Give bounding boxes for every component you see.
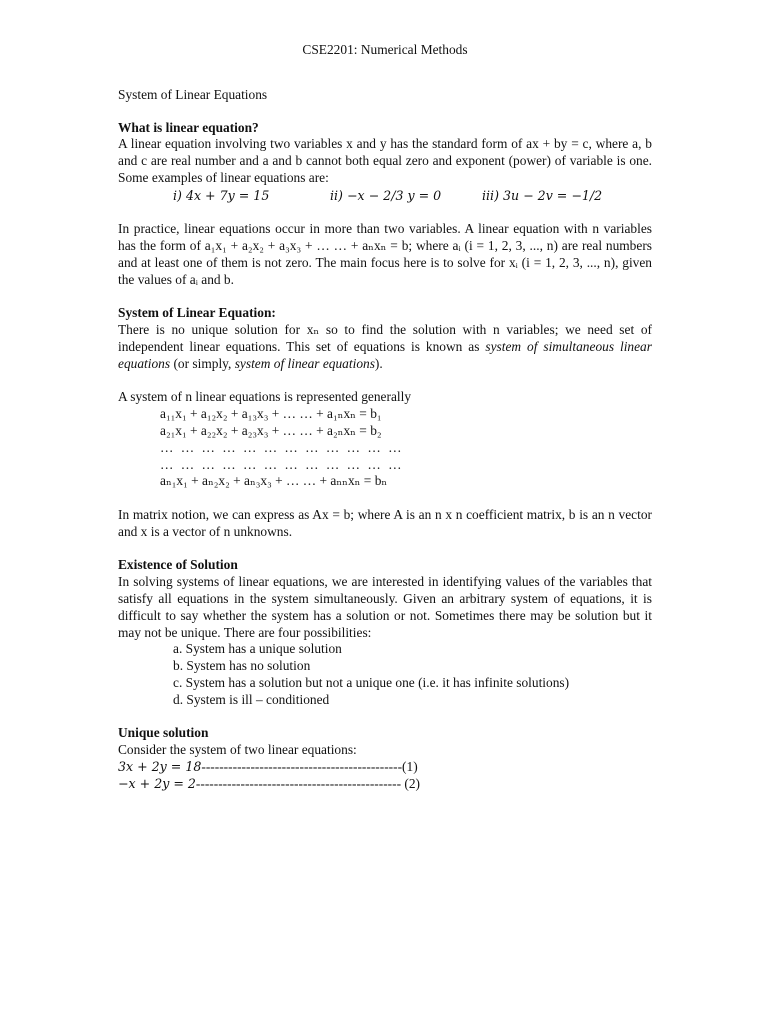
equation-row-n: aₙ₁x₁ + aₙ₂x₂ + aₙ₃x₃ + … … + aₙₙxₙ = bₙ bbox=[160, 473, 388, 489]
paragraph-matrix: In matrix notion, we can express as Ax = b; where A is an n x n coefficient matrix, b is an n vector and x is a vector of n unknowns. bbox=[118, 506, 652, 539]
section-matrix bbox=[118, 507, 652, 541]
unique-intro: Consider the system of two linear equations: bbox=[118, 742, 357, 758]
list-item: a. System has a unique solution bbox=[173, 641, 342, 657]
paragraph: A linear equation involving two variables x and y has the standard form of ax + by = c, where a, b and c are real number and a and b cannot both equal zero and exponent (power) of variable is one. Some examples of linear equations are: bbox=[118, 136, 652, 185]
paragraph-n-variables bbox=[118, 221, 652, 288]
possibilities-list bbox=[118, 641, 652, 708]
ellipsis-row-2: … … … … … … … … … … … … bbox=[160, 456, 404, 472]
section-system-representation bbox=[118, 389, 652, 490]
equation-1-label: ---------------------------------------------(1) bbox=[201, 758, 418, 774]
section-linear-equation bbox=[118, 120, 652, 205]
list-item: d. System is ill – conditioned bbox=[173, 691, 330, 707]
text-b: (or simply, bbox=[173, 355, 232, 371]
example-1: i) 4x + 7y = 15 bbox=[173, 187, 270, 203]
two-equation-system bbox=[118, 759, 652, 793]
equation-1 bbox=[118, 759, 652, 776]
italic-term-1: system of simultaneous linear equations bbox=[118, 338, 652, 371]
ellipsis-row-1: … … … … … … … … … … … … bbox=[160, 439, 404, 455]
text-b: where aᵢ (i = 1, 2, 3, ..., n) are real numbers and at least one of them is not zero. The main focus here is to solve for xᵢ (i = 1, 2, 3, ..., n), given the values of aᵢ and b. bbox=[118, 238, 652, 287]
equation-row-1: a₁₁x₁ + a₁₂x₂ + a₁₃x₃ + … … + a₁ₙxₙ = b₁ bbox=[160, 406, 382, 422]
italic-term-2: system of linear equations bbox=[234, 355, 375, 371]
paragraph-system bbox=[118, 322, 652, 372]
equation-row-2: a₂₁x₁ + a₂₂x₂ + a₂₃x₃ + … … + a₂ₙxₙ = b₂ bbox=[160, 422, 382, 438]
system-intro: A system of n linear equations is represented generally bbox=[118, 389, 412, 405]
text-a: In practice, linear equations occur in more than two variables. A linear equation with n variables has the form of bbox=[118, 221, 652, 254]
text-a: There is no unique solution for xₙ so to find the solution with n variables; we need set of independent linear equations. This set of equations is known as bbox=[118, 322, 652, 354]
section-heading: System of Linear Equation: bbox=[118, 305, 276, 321]
equation-2 bbox=[118, 776, 652, 793]
section-heading: Existence of Solution bbox=[118, 557, 238, 573]
text-c: ). bbox=[374, 355, 383, 371]
equation-2-lhs: −x + 2y = 2 bbox=[118, 775, 196, 791]
example-3: iii) 3u − 2v = −1/2 bbox=[482, 187, 603, 203]
section-n-variables bbox=[118, 221, 652, 288]
example-2: ii) −x − 2/3 y = 0 bbox=[330, 187, 442, 203]
page-title: System of Linear Equations bbox=[118, 86, 268, 102]
section-system bbox=[118, 305, 652, 372]
section-unique-solution bbox=[118, 725, 652, 792]
list-item: b. System has no solution bbox=[173, 658, 311, 674]
examples-row bbox=[118, 188, 652, 205]
equation-1-lhs: 3x + 2y = 18 bbox=[118, 758, 202, 774]
section-heading: Unique solution bbox=[118, 725, 209, 741]
document-page bbox=[118, 42, 652, 809]
paragraph-existence: In solving systems of linear equations, we are interested in identifying values of the variables that satisfy all equations in the system simultaneously. Given an arbitrary system of equations, it is difficult to say whether the system has a solution or not. Sometimes there may be solution but it may not be unique. There are four possibilities: bbox=[118, 574, 652, 640]
equation-2-label: ---------------------------------------------- (2) bbox=[195, 775, 421, 791]
document-header: CSE2201: Numerical Methods bbox=[302, 42, 468, 57]
section-heading: What is linear equation? bbox=[118, 119, 259, 135]
section-existence bbox=[118, 557, 652, 708]
general-equation: a₁x₁ + a₂x₂ + a₃x₃ + … … + aₙxₙ = b; bbox=[204, 238, 413, 254]
list-item: c. System has a solution but not a unique one (i.e. it has infinite solutions) bbox=[173, 674, 570, 690]
equation-list bbox=[118, 406, 652, 490]
